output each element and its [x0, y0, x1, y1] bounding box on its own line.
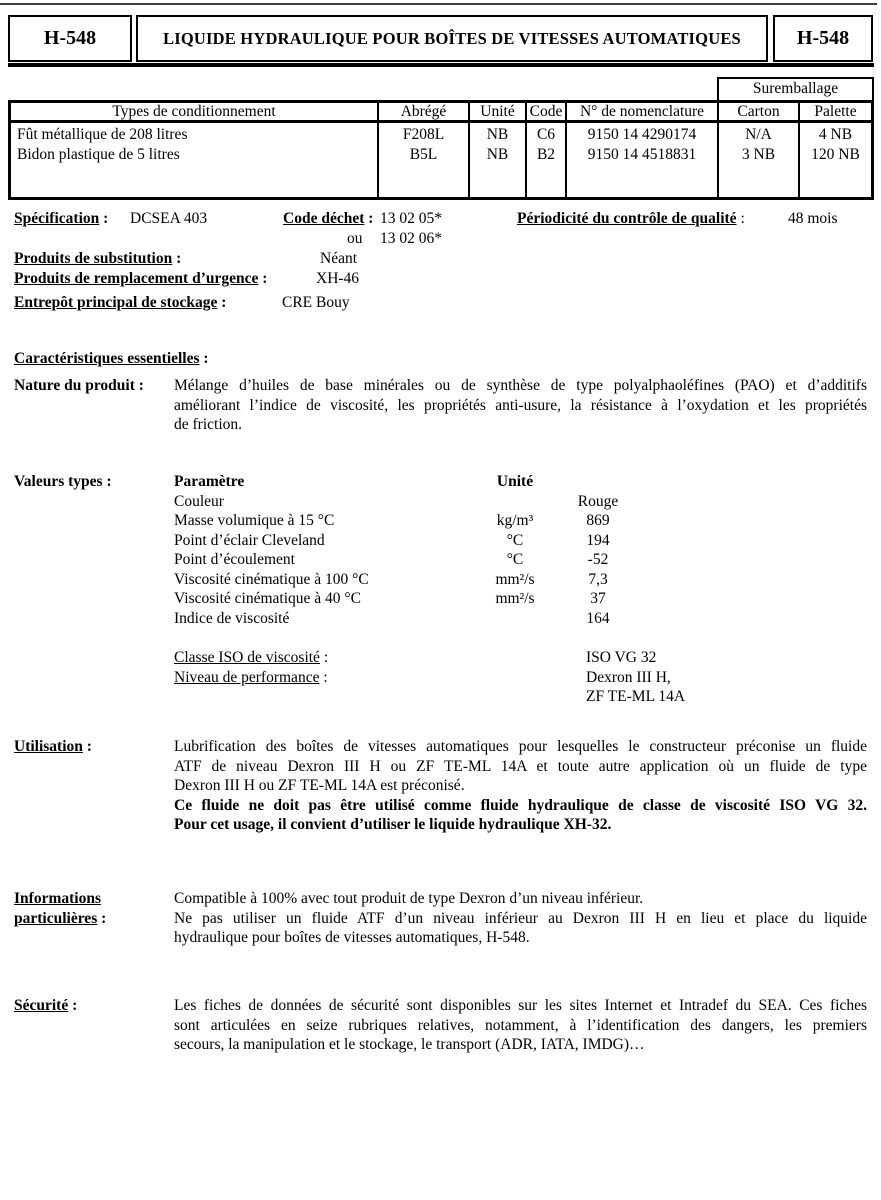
valeurs-row-indice: [174, 609, 638, 629]
unit: [472, 492, 558, 512]
param: Masse volumique à 15 °C: [174, 512, 335, 529]
substitution-label: Produits de substitution: [14, 250, 173, 267]
value: 869: [586, 512, 610, 529]
unit: °C: [506, 531, 524, 549]
table-cell: NB: [486, 145, 509, 163]
param-header: Paramètre: [174, 473, 245, 490]
code-dechet-label-group: [283, 209, 373, 229]
col-header-nomenclature: N° de nomenclature: [565, 103, 717, 120]
classe-iso-line: [174, 648, 874, 668]
colon: :: [68, 997, 78, 1014]
valeurs-types-table: [174, 472, 638, 628]
colon: :: [102, 473, 112, 490]
entrepot-label: Entrepôt principal de stockage: [14, 294, 218, 311]
remplacement-value: XH-46: [316, 270, 360, 287]
unit: mm²/s: [495, 570, 535, 588]
caracteristiques-heading-text: Caractéristiques essentielles: [14, 350, 200, 367]
value: Rouge: [577, 492, 619, 510]
param: Viscosité cinématique à 40 °C: [174, 590, 361, 607]
table-cell: N/A: [745, 126, 772, 143]
nature-text: [174, 376, 867, 435]
colon: :: [172, 250, 182, 267]
utilisation-label: [14, 737, 92, 757]
valeurs-row-eclair: [174, 531, 638, 551]
valeurs-row-couleur: [174, 492, 638, 512]
utilisation-warning-line: Pour cet usage, il convient d’utiliser le liquide hydraulique XH-32.: [174, 816, 612, 833]
nature-line: améliorant l’indice de viscosité, les propriétés anti-usure, la résistance à l’oxydation et les propriétés: [174, 396, 867, 414]
table-cell: 4 NB: [818, 126, 853, 143]
spec-value: DCSEA 403: [130, 210, 208, 227]
header-code-box-left: [8, 15, 132, 62]
colon: :: [319, 668, 328, 686]
col-header-abrege: Abrégé: [377, 103, 468, 120]
table-cell: B5L: [409, 145, 438, 163]
valeurs-row-masse: [174, 511, 638, 531]
col-header-code: Code: [525, 103, 565, 120]
colon: :: [319, 649, 329, 666]
niveau-value-2: ZF TE-ML 14A: [586, 688, 686, 705]
or-word: ou: [347, 230, 363, 247]
product-code-right: H-548: [796, 27, 850, 49]
unit-header: Unité: [496, 473, 534, 490]
informations-label-line2-text: particulières: [14, 909, 98, 927]
classe-niveau-block: [174, 648, 874, 705]
cell-types: [11, 123, 377, 197]
nature-label: [14, 376, 144, 396]
niveau-line: [174, 668, 874, 688]
document-title: LIQUIDE HYDRAULIQUE POUR BOÎTES DE VITESSES AUTOMATIQUES: [163, 28, 741, 48]
colon: :: [97, 909, 107, 927]
table-cell: 9150 14 4518831: [587, 145, 697, 163]
nature-line: Mélange d’huiles de base minérales ou de synthèse de type polyalphaoléfines (PAO) et d’additifs: [174, 377, 867, 394]
cell-nomenclature: [565, 123, 717, 197]
periodicite-label-group: [517, 209, 745, 229]
value: -52: [587, 551, 609, 568]
cell-unite: [468, 123, 525, 197]
valeurs-types-label: [14, 472, 112, 492]
table-cell: B2: [536, 145, 556, 163]
param: Point d’écoulement: [174, 551, 295, 568]
value: 164: [586, 609, 610, 627]
param: Indice de viscosité: [174, 609, 290, 627]
valeurs-row-visco40: [174, 589, 638, 609]
colon: :: [82, 738, 92, 755]
packaging-table-body: [11, 123, 871, 197]
utilisation-line: Dexron III H ou ZF TE-ML 14A est préconisé.: [174, 777, 465, 794]
periodicite-label: Périodicité du contrôle de qualité: [517, 210, 737, 227]
spec-label: Spécification: [14, 210, 100, 227]
product-code-left: H-548: [43, 27, 97, 49]
packaging-table-header-row: [11, 103, 871, 123]
utilisation-label-text: Utilisation: [14, 738, 83, 755]
valeurs-header-row: [174, 472, 638, 492]
entrepot-value: CRE Bouy: [282, 294, 350, 311]
cell-palette: [798, 123, 871, 197]
nature-label-text: Nature du produit: [14, 377, 135, 394]
code-dechet-label: Code déchet: [283, 210, 365, 227]
col-header-palette: Palette: [798, 103, 871, 120]
table-cell: C6: [536, 126, 556, 143]
cell-carton: [717, 123, 798, 197]
securite-label: [14, 996, 77, 1016]
table-row: Fût métallique de 208 litres: [17, 126, 188, 143]
unit: [472, 609, 558, 629]
colon: :: [736, 210, 745, 227]
colon: :: [99, 210, 109, 227]
substitution-value: Néant: [320, 250, 358, 267]
col-header-carton: Carton: [717, 103, 798, 120]
niveau-label: Niveau de performance: [174, 668, 320, 686]
code-dechet-value-2: 13 02 06*: [380, 230, 442, 247]
value: 7,3: [588, 570, 608, 588]
unit: kg/m³: [496, 512, 534, 529]
param: Viscosité cinématique à 100 °C: [174, 570, 369, 588]
header-title-box: [136, 15, 768, 62]
table-cell: 3 NB: [741, 145, 776, 163]
classe-iso-value: ISO VG 32: [586, 649, 657, 666]
packaging-table: [8, 100, 874, 200]
securite-line: Les fiches de données de sécurité sont disponibles sur les sites Internet et Intradef du SEA. Ces fiches: [174, 997, 867, 1014]
suremballage-header: [717, 77, 874, 100]
caracteristiques-heading: [14, 349, 209, 369]
spec-label-group: [14, 209, 108, 229]
niveau-value-1: Dexron III H,: [586, 668, 671, 686]
informations-label-line1: Informations: [14, 890, 101, 907]
classe-iso-label: Classe ISO de viscosité: [174, 649, 320, 666]
utilisation-line: ATF de niveau Dexron III H ou ZF TE-ML 14A et toute autre application où un fluide de type: [174, 757, 867, 775]
securite-text: [174, 996, 867, 1055]
table-cell: 120 NB: [811, 145, 860, 163]
informations-line: Compatible à 100% avec tout produit de type Dexron d’un niveau inférieur.: [174, 890, 644, 907]
colon: :: [364, 210, 374, 227]
utilisation-text: [174, 737, 867, 835]
informations-label: [14, 889, 106, 928]
entrepot-label-group: [14, 293, 226, 313]
remplacement-label: Produits de remplacement d’urgence: [14, 270, 259, 287]
valeurs-row-ecoulement: [174, 550, 638, 570]
securite-line: sont articulées en seize rubriques relatives, notamment, à l’identification des dangers, les premiers: [174, 1016, 867, 1034]
unit: mm²/s: [495, 590, 535, 607]
periodicite-value: 48 mois: [788, 210, 838, 227]
utilisation-warning-line: Ce fluide ne doit pas être utilisé comme fluide hydraulique de classe de viscosité ISO VG 32.: [174, 796, 867, 814]
header-code-box-right: [773, 15, 873, 62]
informations-label-line2: [14, 909, 106, 929]
informations-text: [174, 889, 867, 948]
table-cell: F208L: [402, 126, 445, 143]
cell-code: [525, 123, 565, 197]
utilisation-line: Lubrification des boîtes de vitesses automatiques pour lesquelles le constructeur préconise un fluide: [174, 738, 867, 755]
colon: :: [199, 350, 209, 367]
securite-label-text: Sécurité: [14, 997, 69, 1014]
remplacement-label-group: [14, 269, 267, 289]
colon: :: [134, 377, 144, 394]
unit: °C: [506, 551, 524, 568]
code-dechet-value-1: 13 02 05*: [380, 210, 442, 227]
param: Couleur: [174, 492, 224, 510]
page-top-edge-line: [0, 3, 877, 5]
param: Point d’éclair Cleveland: [174, 531, 325, 549]
nature-line: de friction.: [174, 416, 243, 433]
colon: :: [258, 270, 268, 287]
suremballage-label: Suremballage: [752, 80, 839, 97]
value: 194: [586, 531, 610, 549]
value-header-empty: [558, 472, 638, 492]
cell-abrege: [377, 123, 468, 197]
valeurs-row-visco100: [174, 570, 638, 590]
table-cell: NB: [486, 126, 509, 143]
header-rule: [8, 63, 874, 67]
table-cell: 9150 14 4290174: [587, 126, 697, 143]
substitution-label-group: [14, 249, 181, 269]
informations-line: Ne pas utiliser un fluide ATF d’un niveau inférieur au Dexron III H en lieu et place du liquide: [174, 909, 867, 927]
securite-line: secours, la manipulation et le stockage, le transport (ADR, IATA, IMDG)…: [174, 1036, 645, 1053]
informations-line: hydraulique pour boîtes de vitesses automatiques, H-548.: [174, 929, 530, 946]
value: 37: [590, 590, 606, 607]
colon: :: [217, 294, 227, 311]
col-header-unite: Unité: [468, 103, 525, 120]
table-row: Bidon plastique de 5 litres: [17, 145, 180, 163]
valeurs-types-label-text: Valeurs types: [14, 473, 103, 490]
col-header-types: Types de conditionnement: [112, 103, 276, 120]
